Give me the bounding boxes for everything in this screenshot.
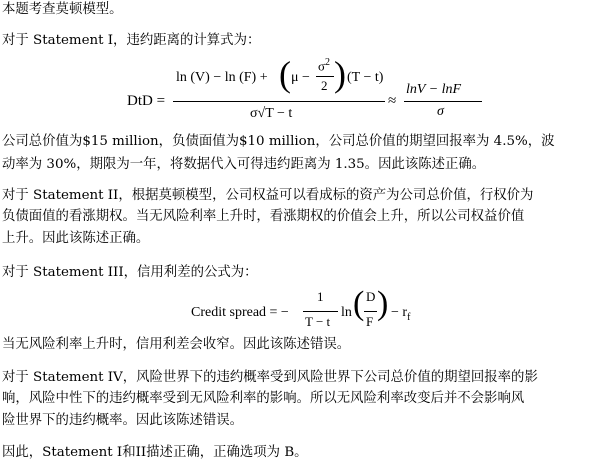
statement-3-body: 当无风险利率上升时，信用利差会收窄。因此该陈述错误。 bbox=[2, 337, 351, 352]
cs-fraction-bar bbox=[303, 311, 338, 312]
inner-fraction-bar bbox=[316, 76, 334, 77]
statement-2-body-3: 上升。因此该陈述正确。 bbox=[2, 231, 150, 246]
cs-lhs: Credit spread = − bbox=[191, 305, 289, 320]
dtd-sigma-symbol: σ bbox=[318, 58, 326, 74]
main-fraction-bar bbox=[173, 101, 385, 102]
statement-1-heading: 对于 Statement I，违约距离的计算式为： bbox=[2, 33, 261, 48]
statement-2-body-2: 负债面值的看涨期权。当无风险利率上升时，看涨期权的价值会上升，所以公司权益价值 bbox=[2, 209, 525, 224]
cs-d: D bbox=[366, 289, 376, 304]
intro-text: 本题考查莫顿模型。 bbox=[2, 2, 123, 17]
cs-tail-rate: − r bbox=[391, 305, 408, 320]
cs-f: F bbox=[366, 314, 374, 329]
cs-ln: ln bbox=[341, 305, 352, 320]
approx-fraction-bar bbox=[404, 101, 482, 102]
statement-4-body-1: 对于 Statement IV，风险世界下的违约概率受到风险世界下公司总价值的期望回报率的影 bbox=[2, 370, 538, 385]
dtd-lhs: DtD = bbox=[127, 93, 166, 109]
cs-paren-close: ) bbox=[377, 285, 389, 322]
statement-4-body-3: 险世界下的违约概率。因此该陈述错误。 bbox=[2, 413, 244, 428]
dtd-denominator: σ√T − t bbox=[250, 106, 293, 121]
dtd-time: (T − t) bbox=[347, 70, 384, 85]
paren-close: ) bbox=[334, 54, 346, 94]
cs-tail bbox=[391, 305, 410, 323]
cs-paren-open: ( bbox=[353, 285, 365, 322]
approx-symbol: ≈ bbox=[388, 93, 397, 109]
cs-tail-subscript: f bbox=[407, 311, 411, 323]
approx-denominator: σ bbox=[437, 104, 444, 119]
statement-2-body-1: 对于 Statement II，根据莫顿模型，公司权益可以看成标的资产为公司总价值，行权价为 bbox=[2, 188, 534, 203]
dtd-two: 2 bbox=[321, 78, 328, 93]
approx-numerator: lnV − lnF bbox=[406, 82, 462, 97]
cs-one: 1 bbox=[317, 289, 324, 304]
dtd-mu: μ − bbox=[291, 70, 310, 85]
statement-1-body-1: 公司总价值为$15 million，负债面值为$10 million，公司总价值的期望回报率为 4.5%，波 bbox=[2, 134, 555, 149]
paren-open: ( bbox=[279, 54, 291, 94]
cs-df-bar bbox=[364, 311, 377, 312]
dtd-numerator-a: ln (V) − ln (F) + bbox=[176, 70, 268, 85]
dtd-sigma bbox=[318, 57, 330, 74]
statement-4-body-2: 响，风险中性下的违约概率受到无风险利率的影响。所以无风险利率改变后并不会影响风 bbox=[2, 391, 525, 406]
cs-denominator: T − t bbox=[305, 314, 331, 329]
statement-3-heading: 对于 Statement III，信用利差的公式为： bbox=[2, 265, 258, 280]
dtd-sigma-exponent: 2 bbox=[325, 57, 331, 68]
statement-1-body-2: 动率为 30%，期限为一年，将数据代入可得违约距离为 1.35。因此该陈述正确。 bbox=[2, 157, 486, 172]
conclusion: 因此，Statement I和II描述正确，正确选项为 B。 bbox=[2, 445, 308, 460]
